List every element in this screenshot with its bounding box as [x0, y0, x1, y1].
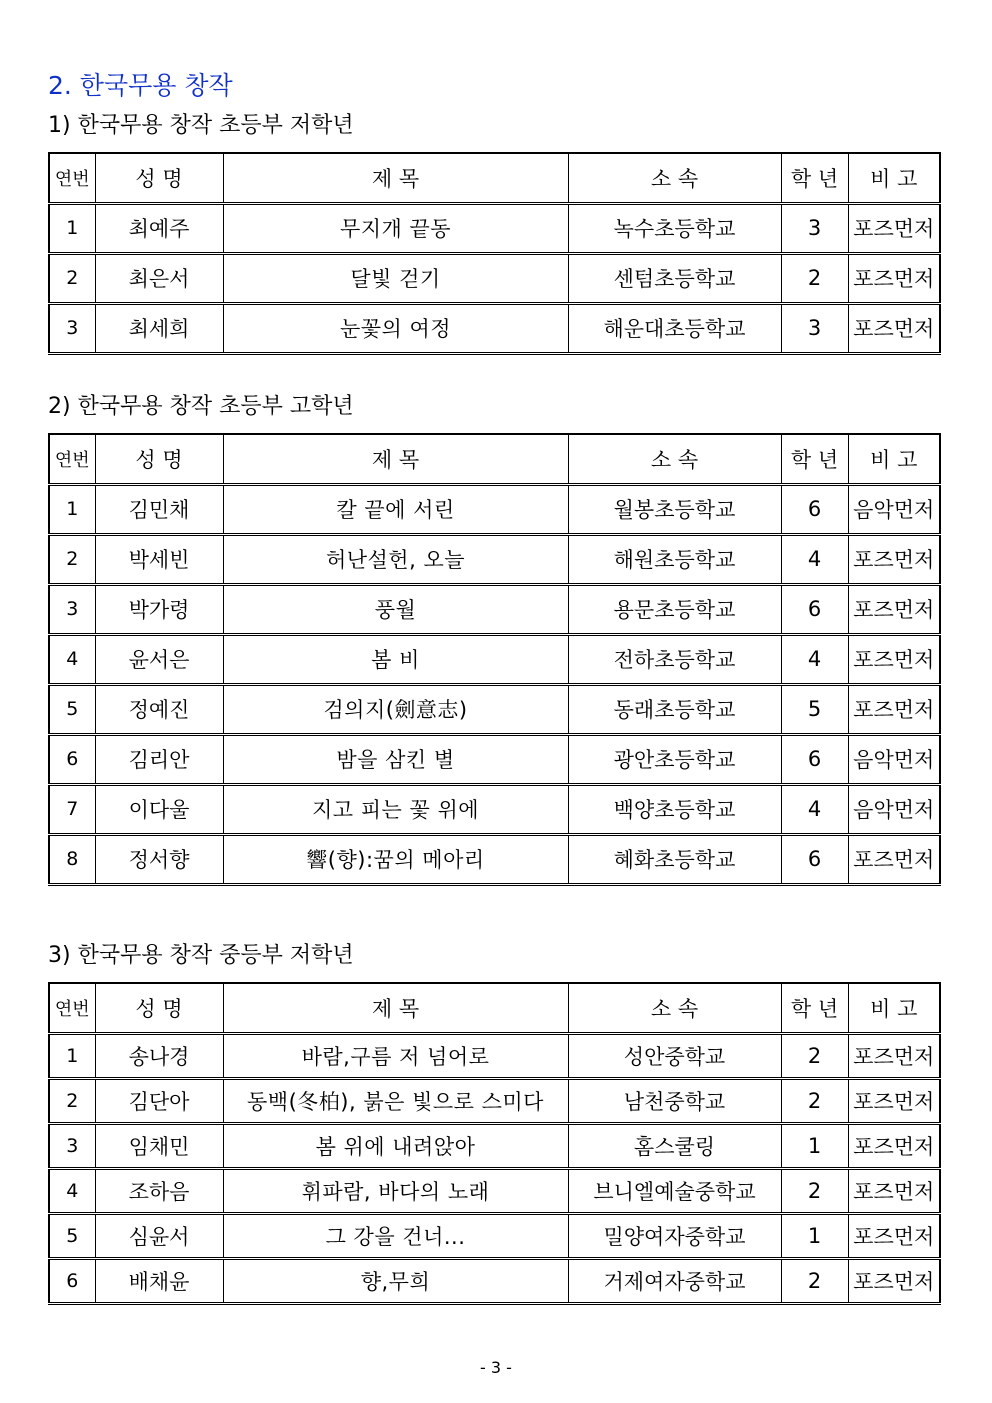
- cell-grade: 2: [781, 1258, 848, 1303]
- cell-note: 포즈먼저: [848, 1213, 940, 1258]
- header-name: 성 명: [95, 434, 223, 484]
- table-row: [49, 1078, 940, 1123]
- header-school: 소 속: [568, 153, 781, 203]
- table-2-subtitle: 2) 한국무용 창작 초등부 고학년: [48, 394, 354, 419]
- cell-note: 포즈먼저: [848, 203, 940, 253]
- cell-note: 포즈먼저: [848, 1033, 940, 1078]
- cell-note: 포즈먼저: [848, 303, 940, 353]
- cell-title: 그 강을 건너...: [223, 1213, 568, 1258]
- cell-school: 동래초등학교: [568, 684, 781, 734]
- header-name: 성 명: [95, 983, 223, 1033]
- cell-no: 5: [49, 684, 95, 734]
- cell-title: 칼 끝에 서린: [223, 484, 568, 534]
- table-row: [49, 834, 940, 884]
- table-row: [49, 784, 940, 834]
- cell-grade: 2: [781, 1168, 848, 1213]
- cell-grade: 3: [781, 203, 848, 253]
- header-no: 연번: [49, 983, 95, 1033]
- header-grade: 학 년: [781, 153, 848, 203]
- cell-school: 밀양여자중학교: [568, 1213, 781, 1258]
- cell-note: 포즈먼저: [848, 534, 940, 584]
- cell-grade: 3: [781, 303, 848, 353]
- cell-note: 음악먼저: [848, 484, 940, 534]
- cell-title: 響(향):꿈의 메아리: [223, 834, 568, 884]
- header-grade: 학 년: [781, 983, 848, 1033]
- table-row: [49, 634, 940, 684]
- header-note: 비 고: [848, 983, 940, 1033]
- table-3-subtitle: 3) 한국무용 창작 중등부 저학년: [48, 943, 354, 968]
- table-header-row: [49, 434, 940, 484]
- table-1-subtitle: 1) 한국무용 창작 초등부 저학년: [48, 113, 354, 138]
- cell-school: 해운대초등학교: [568, 303, 781, 353]
- cell-no: 2: [49, 1078, 95, 1123]
- cell-name: 박가령: [95, 584, 223, 634]
- cell-note: 음악먼저: [848, 784, 940, 834]
- cell-school: 백양초등학교: [568, 784, 781, 834]
- table-row: [49, 584, 940, 634]
- cell-no: 1: [49, 484, 95, 534]
- cell-note: 포즈먼저: [848, 1123, 940, 1168]
- cell-grade: 6: [781, 584, 848, 634]
- cell-name: 김리안: [95, 734, 223, 784]
- cell-grade: 6: [781, 834, 848, 884]
- cell-note: 포즈먼저: [848, 1078, 940, 1123]
- cell-no: 6: [49, 1258, 95, 1303]
- cell-no: 5: [49, 1213, 95, 1258]
- table-row: [49, 1168, 940, 1213]
- cell-grade: 1: [781, 1213, 848, 1258]
- cell-no: 2: [49, 534, 95, 584]
- cell-name: 윤서은: [95, 634, 223, 684]
- cell-name: 심윤서: [95, 1213, 223, 1258]
- table-row: [49, 303, 940, 353]
- table-row: [49, 484, 940, 534]
- cell-grade: 4: [781, 784, 848, 834]
- cell-name: 김민채: [95, 484, 223, 534]
- cell-title: 향,무희: [223, 1258, 568, 1303]
- cell-grade: 2: [781, 1078, 848, 1123]
- table-row: [49, 203, 940, 253]
- cell-name: 배채윤: [95, 1258, 223, 1303]
- cell-school: 남천중학교: [568, 1078, 781, 1123]
- cell-school: 혜화초등학교: [568, 834, 781, 884]
- cell-name: 최은서: [95, 253, 223, 303]
- cell-title: 봄 비: [223, 634, 568, 684]
- header-name: 성 명: [95, 153, 223, 203]
- table-row: [49, 534, 940, 584]
- cell-no: 4: [49, 634, 95, 684]
- cell-title: 동백(冬柏), 붉은 빛으로 스미다: [223, 1078, 568, 1123]
- table-row: [49, 253, 940, 303]
- cell-name: 조하음: [95, 1168, 223, 1213]
- cell-title: 검의지(劍意志): [223, 684, 568, 734]
- table-header-row: [49, 983, 940, 1033]
- table-header-row: [49, 153, 940, 203]
- cell-no: 8: [49, 834, 95, 884]
- cell-title: 밤을 삼킨 별: [223, 734, 568, 784]
- cell-title: 눈꽃의 여정: [223, 303, 568, 353]
- cell-no: 6: [49, 734, 95, 784]
- cell-school: 전하초등학교: [568, 634, 781, 684]
- cell-grade: 6: [781, 484, 848, 534]
- cell-name: 김단아: [95, 1078, 223, 1123]
- cell-title: 봄 위에 내려앉아: [223, 1123, 568, 1168]
- cell-title: 바람,구름 저 넘어로: [223, 1033, 568, 1078]
- table-row: [49, 684, 940, 734]
- cell-school: 해원초등학교: [568, 534, 781, 584]
- table-row: [49, 1213, 940, 1258]
- table-row: [49, 1123, 940, 1168]
- cell-school: 거제여자중학교: [568, 1258, 781, 1303]
- roster-table-3: [48, 982, 941, 1305]
- cell-note: 포즈먼저: [848, 253, 940, 303]
- header-note: 비 고: [848, 434, 940, 484]
- header-title: 제 목: [223, 153, 568, 203]
- cell-no: 4: [49, 1168, 95, 1213]
- cell-grade: 4: [781, 534, 848, 584]
- cell-note: 포즈먼저: [848, 584, 940, 634]
- cell-no: 3: [49, 303, 95, 353]
- cell-note: 포즈먼저: [848, 1258, 940, 1303]
- table-row: [49, 734, 940, 784]
- cell-title: 허난설헌, 오늘: [223, 534, 568, 584]
- cell-title: 달빛 걷기: [223, 253, 568, 303]
- cell-grade: 2: [781, 253, 848, 303]
- cell-no: 1: [49, 1033, 95, 1078]
- cell-name: 송나경: [95, 1033, 223, 1078]
- page-number: - 3 -: [480, 1358, 512, 1377]
- cell-grade: 2: [781, 1033, 848, 1078]
- cell-name: 박세빈: [95, 534, 223, 584]
- cell-note: 포즈먼저: [848, 834, 940, 884]
- cell-school: 광안초등학교: [568, 734, 781, 784]
- cell-title: 풍월: [223, 584, 568, 634]
- cell-grade: 1: [781, 1123, 848, 1168]
- cell-name: 이다울: [95, 784, 223, 834]
- cell-title: 무지개 끝동: [223, 203, 568, 253]
- cell-no: 7: [49, 784, 95, 834]
- cell-grade: 4: [781, 634, 848, 684]
- table-row: [49, 1033, 940, 1078]
- header-no: 연번: [49, 153, 95, 203]
- header-title: 제 목: [223, 434, 568, 484]
- cell-name: 임채민: [95, 1123, 223, 1168]
- cell-grade: 6: [781, 734, 848, 784]
- cell-school: 용문초등학교: [568, 584, 781, 634]
- roster-table-1: [48, 152, 941, 355]
- cell-school: 성안중학교: [568, 1033, 781, 1078]
- cell-note: 포즈먼저: [848, 1168, 940, 1213]
- cell-name: 정예진: [95, 684, 223, 734]
- cell-no: 3: [49, 1123, 95, 1168]
- cell-school: 월봉초등학교: [568, 484, 781, 534]
- cell-no: 2: [49, 253, 95, 303]
- cell-name: 최예주: [95, 203, 223, 253]
- header-grade: 학 년: [781, 434, 848, 484]
- header-no: 연번: [49, 434, 95, 484]
- cell-note: 포즈먼저: [848, 684, 940, 734]
- header-note: 비 고: [848, 153, 940, 203]
- cell-title: 휘파람, 바다의 노래: [223, 1168, 568, 1213]
- header-school: 소 속: [568, 983, 781, 1033]
- cell-no: 3: [49, 584, 95, 634]
- cell-name: 최세희: [95, 303, 223, 353]
- roster-table-2: [48, 433, 941, 886]
- section-heading: 2. 한국무용 창작: [48, 71, 233, 100]
- cell-title: 지고 피는 꽃 위에: [223, 784, 568, 834]
- cell-note: 음악먼저: [848, 734, 940, 784]
- header-title: 제 목: [223, 983, 568, 1033]
- cell-name: 정서향: [95, 834, 223, 884]
- cell-school: 홈스쿨링: [568, 1123, 781, 1168]
- cell-school: 브니엘예술중학교: [568, 1168, 781, 1213]
- cell-note: 포즈먼저: [848, 634, 940, 684]
- header-school: 소 속: [568, 434, 781, 484]
- cell-grade: 5: [781, 684, 848, 734]
- cell-school: 녹수초등학교: [568, 203, 781, 253]
- cell-school: 센텀초등학교: [568, 253, 781, 303]
- cell-no: 1: [49, 203, 95, 253]
- table-row: [49, 1258, 940, 1303]
